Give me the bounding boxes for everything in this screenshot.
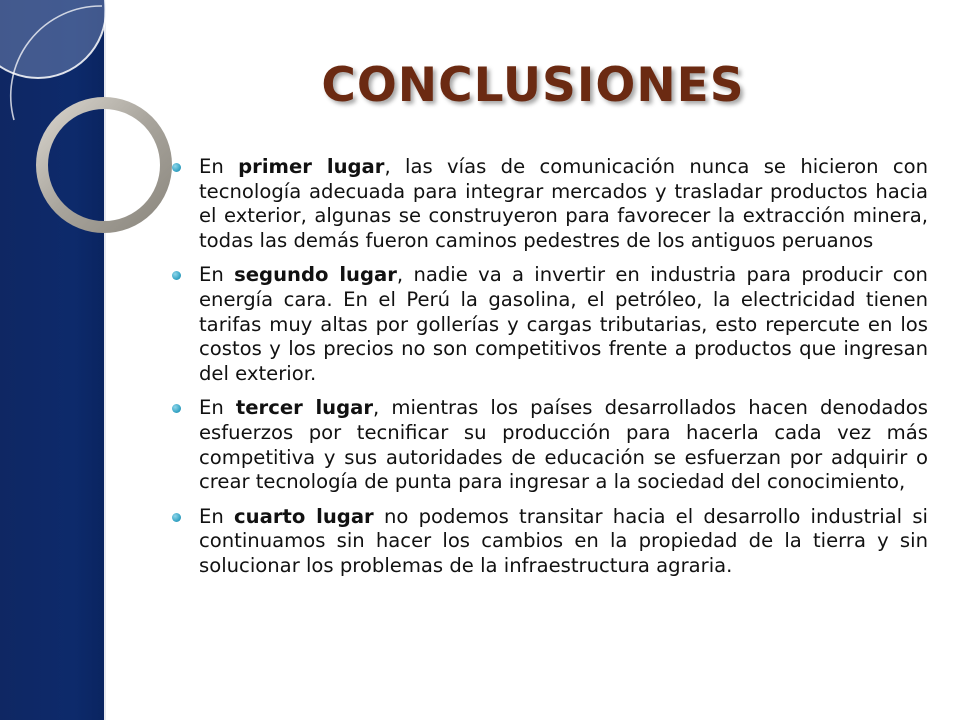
conclusions-list <box>172 155 928 589</box>
item-lead: primer lugar <box>238 155 385 178</box>
slide-title: CONCLUSIONES <box>321 58 745 113</box>
list-item <box>172 505 928 579</box>
list-item <box>172 155 928 253</box>
item-lead: tercer lugar <box>235 396 374 420</box>
item-prefix: En <box>199 155 239 178</box>
bullet-icon <box>172 163 181 172</box>
item-text: no podemos transitar hacia el desarrollo industrial si continuamos sin hacer los cambios en la propiedad de la tierra y sin solucionar los problemas de la infraestructura agraria. <box>199 504 928 577</box>
item-prefix: En <box>199 504 235 528</box>
item-text: , mientras los países desarrollados hacen denodados esfuerzos por tecnificar su producción para hacerla cada vez más competitiva y sus autoridades de educación se esfuerzan por adquirir o crear tecnología de punta para ingresar a la sociedad del conocimiento, <box>199 396 928 494</box>
list-item <box>172 263 928 386</box>
bullet-icon <box>172 271 181 280</box>
item-lead: segundo lugar <box>234 263 397 287</box>
bullet-icon <box>172 513 181 522</box>
item-prefix: En <box>199 396 236 420</box>
item-prefix: En <box>199 263 235 287</box>
decorative-circles <box>0 0 180 240</box>
item-text: , las vías de comunicación nunca se hicieron con tecnología adecuada para integrar mercados y trasladar productos hacia el exterior, algunas se construyeron para favorecer la extracción minera, todas las demás fueron caminos pedestres de los antiguos peruanos <box>199 155 929 252</box>
item-lead: cuarto lugar <box>234 504 374 528</box>
list-item <box>172 396 928 494</box>
item-text: , nadie va a invertir en industria para producir con energía cara. En el Perú la gasolina, el petróleo, la electricidad tienen tarifas muy altas por gollerías y cargas tributarias, esto repercute en los costos y los precios no son competitivos frente a productos que ingresan del exterior. <box>199 263 928 385</box>
grey-ring <box>42 103 166 227</box>
bullet-icon <box>172 404 181 413</box>
